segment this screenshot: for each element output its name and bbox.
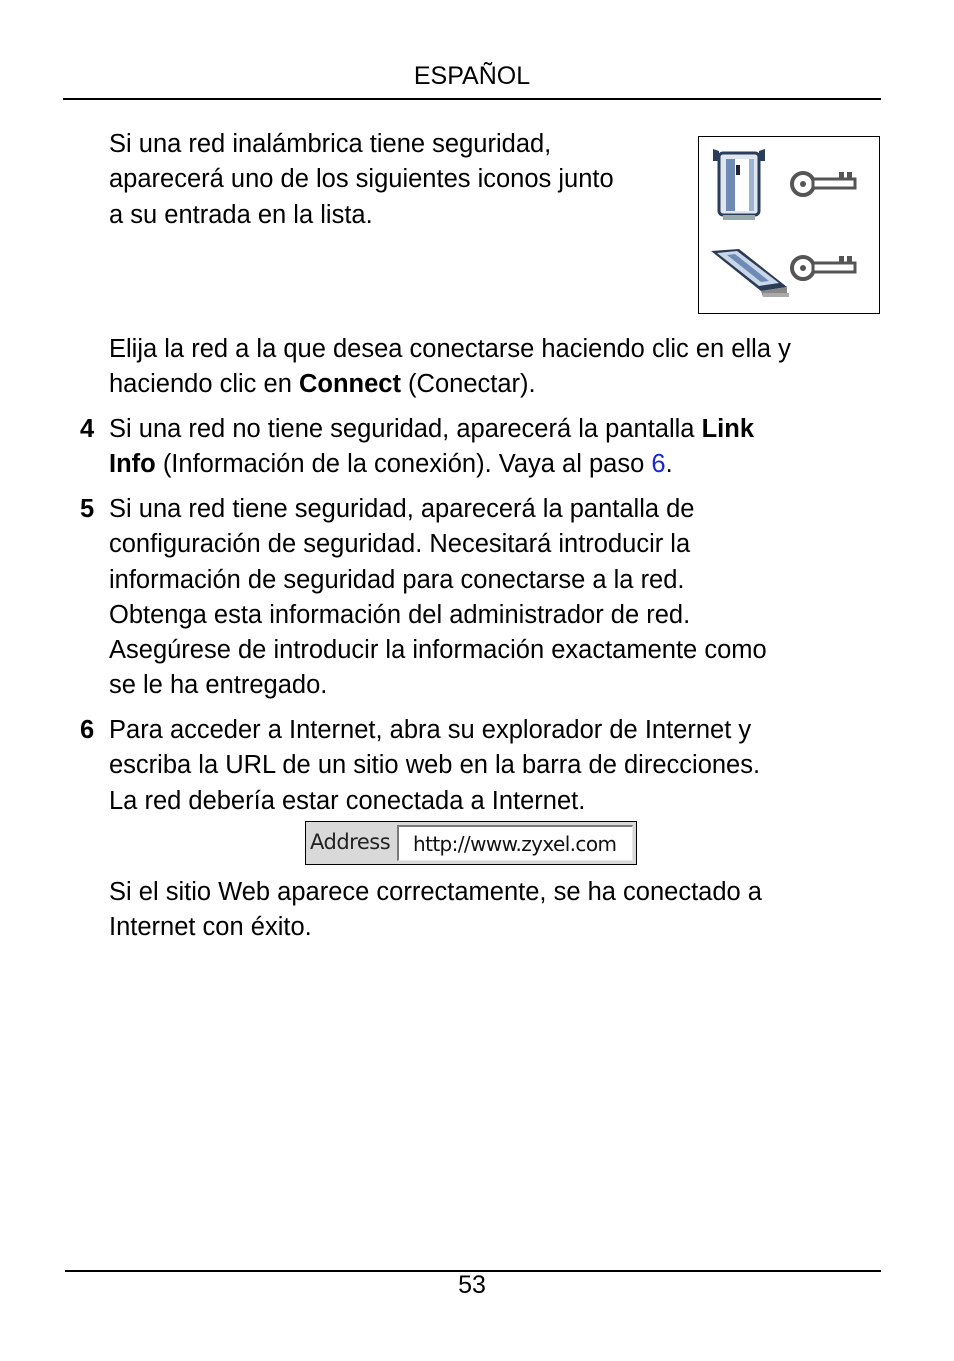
connect-paragraph xyxy=(109,332,791,403)
header-rule xyxy=(63,98,881,100)
step-line xyxy=(109,412,754,447)
address-bar-figure xyxy=(305,821,637,865)
step-line: escriba la URL de un sitio web en la barra de direcciones. xyxy=(109,751,761,780)
key-icon xyxy=(792,256,855,279)
step-line: se le ha entregado. xyxy=(109,671,328,700)
address-label: Address xyxy=(310,830,391,854)
address-input[interactable] xyxy=(397,825,633,861)
step-line: configuración de seguridad. Necesitará introducir la xyxy=(109,530,691,559)
intro-line: aparecerá uno de los siguientes iconos junto xyxy=(109,165,614,194)
text-span: Si una red no tiene seguridad, aparecerá la pantalla xyxy=(109,415,702,443)
address-url: http://www.zyxel.com xyxy=(413,832,617,856)
step-number-6: 6 xyxy=(80,716,95,744)
link-term: Link xyxy=(701,415,754,443)
step-number-5: 5 xyxy=(80,495,95,523)
success-line: Internet con éxito. xyxy=(109,913,312,942)
step-number-4: 4 xyxy=(80,415,95,443)
step-line: información de seguridad para conectarse a la red. xyxy=(109,565,685,594)
step-line: Asegúrese de introducir la información exactamente como xyxy=(109,636,767,665)
intro-paragraph xyxy=(109,127,614,233)
info-term: Info xyxy=(109,450,156,479)
text-span: haciendo clic en xyxy=(109,370,299,399)
step-6-text xyxy=(109,713,760,819)
step-line: Si una red tiene seguridad, aparecerá la pantalla de xyxy=(109,495,695,523)
security-icons-figure xyxy=(698,136,880,314)
step-line xyxy=(109,447,754,482)
usb-adapter-icon xyxy=(713,149,765,220)
intro-line: Si una red inalámbrica tiene seguridad, xyxy=(109,130,552,158)
step-6-link[interactable]: 6 xyxy=(651,450,666,479)
step-line: Para acceder a Internet, abra su explorador de Internet y xyxy=(109,716,752,744)
text-span: (Conectar). xyxy=(400,370,536,399)
text-span: . xyxy=(665,450,673,479)
success-paragraph xyxy=(109,875,762,946)
key-icon xyxy=(792,172,855,195)
connect-term: Connect xyxy=(298,370,401,399)
step-line: Obtenga esta información del administrador de red. xyxy=(109,600,691,629)
page-number: 53 xyxy=(458,1271,486,1299)
pc-card-icon xyxy=(711,249,789,297)
success-line: Si el sitio Web aparece correctamente, se ha conectado a xyxy=(109,878,762,906)
page-header: ESPAÑOL xyxy=(413,62,531,90)
connect-line: Elija la red a la que desea conectarse haciendo clic en ella y xyxy=(109,335,791,363)
step-5-text xyxy=(109,492,767,704)
step-line: La red debería estar conectada a Internet. xyxy=(109,786,586,815)
intro-line: a su entrada en la lista. xyxy=(109,200,373,229)
text-span: (Información de la conexión). Vaya al paso xyxy=(155,450,652,479)
step-4-text xyxy=(109,412,754,483)
connect-line xyxy=(109,367,791,402)
